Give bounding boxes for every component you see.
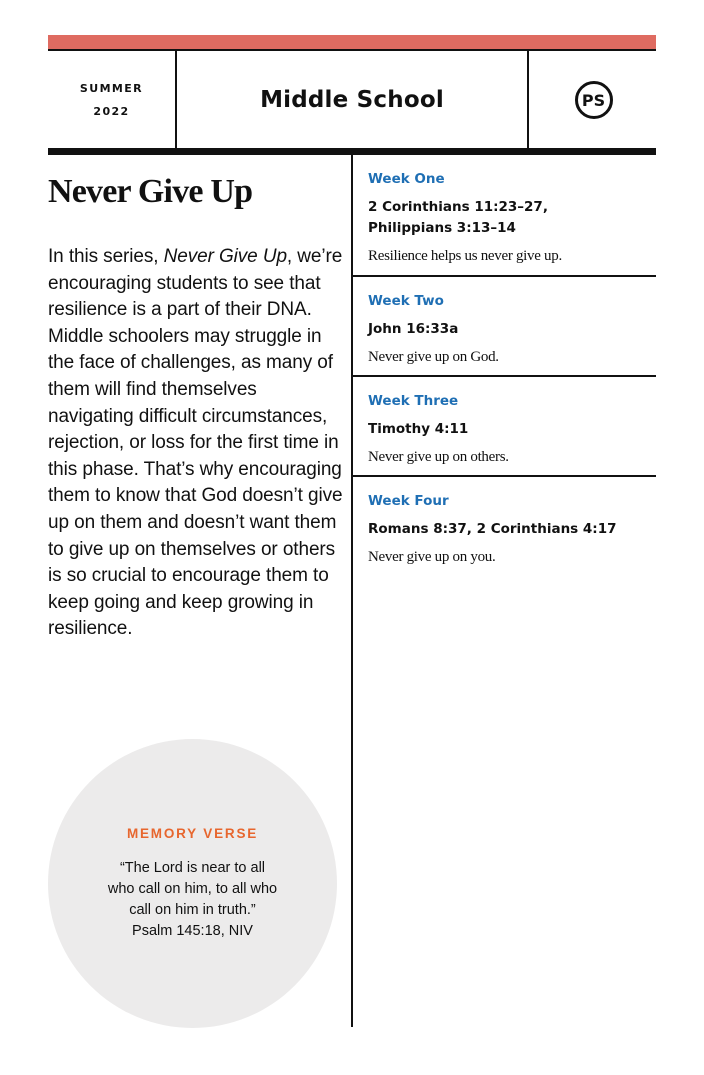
logo-cell: [527, 51, 658, 149]
week-label: Week Three: [368, 393, 459, 409]
weekly-schedule: [353, 155, 656, 566]
scripture-line: Philippians 3:13–14: [368, 220, 516, 236]
week-four: [353, 477, 656, 566]
series-intro: [48, 244, 343, 643]
memory-verse-circle: [48, 739, 337, 1028]
verse-citation: Psalm 145:18, NIV: [132, 923, 253, 939]
verse-line: call on him in truth.”: [129, 902, 256, 918]
week-label: Week Two: [368, 293, 444, 309]
week-scripture: [368, 197, 656, 239]
ps-logo-icon: [575, 81, 613, 119]
top-accent-bar: [48, 35, 656, 49]
week-two: [353, 277, 656, 377]
week-label: Week Four: [368, 493, 449, 509]
logo-text: PS: [581, 90, 606, 110]
week-label: Week One: [368, 171, 445, 187]
intro-series-name: Never Give Up: [163, 246, 287, 267]
verse-line: who call on him, to all who: [107, 881, 278, 897]
season-cell: [48, 51, 177, 149]
week-three: [353, 377, 656, 477]
page-title: Middle School: [260, 87, 444, 113]
verse-line: “The Lord is near to all: [119, 860, 266, 876]
week-bottom-line: Never give up on God.: [368, 349, 499, 365]
series-overview: [48, 170, 343, 643]
intro-body: , we’re encouraging students to see that resilience is a part of their DNA. Middle schoolers may struggle in the face of challenges, as many of them will find themselves navigating difficult circumstances, rejection, or loss for the first time in this phase. That’s why encouraging them to know that God doesn’t give up on them and doesn’t want them to give up on themselves or others is so crucial to encourage them to keep going and keep growing in resilience.: [48, 246, 343, 640]
scripture-line: 2 Corinthians 11:23–27,: [368, 199, 548, 215]
week-scripture: John 16:33a: [368, 321, 459, 337]
season-year: 2022: [93, 105, 130, 118]
season-label: SUMMER: [79, 82, 144, 95]
series-title: Never Give Up: [48, 173, 253, 210]
week-bottom-line: Never give up on you.: [368, 549, 496, 565]
page-header: [48, 49, 656, 149]
week-one: [353, 155, 656, 277]
week-scripture: Timothy 4:11: [368, 421, 469, 437]
memory-verse-label: MEMORY VERSE: [126, 826, 259, 841]
header-divider: [48, 148, 656, 155]
week-scripture: Romans 8:37, 2 Corinthians 4:17: [368, 521, 617, 537]
week-bottom-line: Resilience helps us never give up.: [368, 248, 562, 264]
intro-prefix: In this series,: [48, 246, 164, 267]
memory-verse-text: [78, 858, 307, 942]
week-bottom-line: Never give up on others.: [368, 449, 509, 465]
